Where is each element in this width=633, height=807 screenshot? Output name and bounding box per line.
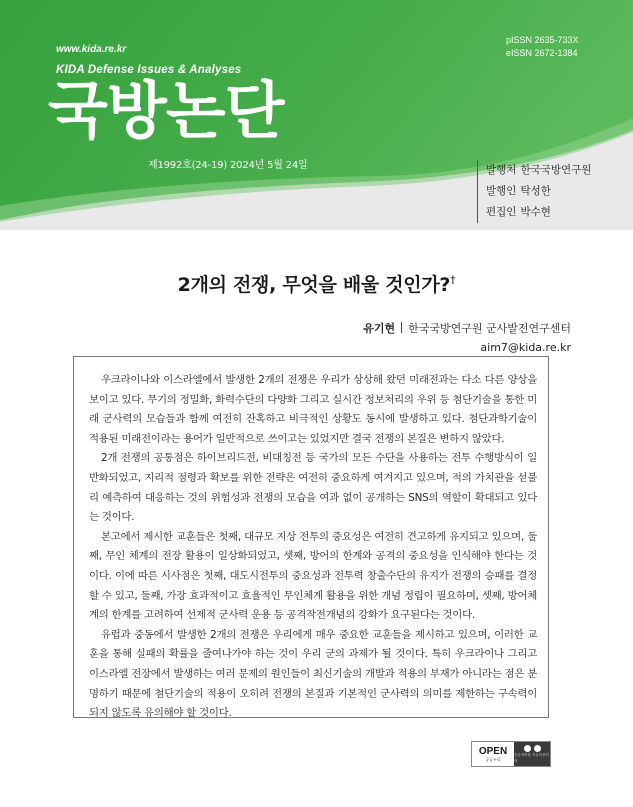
author-separator: [401, 322, 402, 333]
issuer-row: [486, 181, 591, 202]
open-license-label: [472, 742, 514, 766]
pissn: pISSN 2635-733X: [506, 35, 579, 45]
site-url: www.kida.re.kr: [56, 44, 127, 55]
article-title-text: 2개의 전쟁, 무엇을 배울 것인가?: [177, 274, 451, 296]
license-subtext: 공공저작물 자유이용허락: [514, 752, 549, 763]
abstract-paragraph-1: 우크라이나와 이스라엘에서 발생한 2개의 전쟁은 우리가 상상해 왔던 미래전과는 다소 다른 양상을 보이고 있다. 무기의 정밀화, 화력수단의 다양화 그리고 실시간 정보처리의 우위 등 첨단기술을 통한 미래 군사력의 모습들과 함께 여전히 잔혹하고 비극적인 상황도 동시에 발생하고 있다. 첨단과학기술이 적용된 미래전이라는 용어가 일반적으로 쓰이고는 있었지만 결국 전쟁의 본질은 변하지 않았다.: [89, 374, 537, 445]
editor-row: [486, 202, 591, 223]
editor-label: 편집인: [486, 206, 517, 218]
eissn: eISSN 2672-1384: [506, 48, 578, 58]
article-title: [0, 270, 633, 297]
abstract-paragraph-2: 2개 전쟁의 공통점은 하이브리드전, 비대칭전 등 국가의 모든 수단을 사용하는 전투 수행방식이 일반화되었고, 지리적 점령과 확보를 위한 전략은 여전히 중요하게 여겨지고 있으며, 적의 가치관을 섣불리 예측하여 대응하는 것의 위험성과 전쟁의 모습을 여과 없이 공개하는 SNS의 역할이 확대되고 있다는 것이다.: [89, 452, 537, 524]
author-name: 유기현: [363, 322, 396, 335]
noncommercial-icon: [534, 745, 541, 752]
header-banner: [0, 0, 633, 230]
abstract-box: [73, 356, 549, 718]
attribution-icon: [524, 745, 531, 752]
publisher-row: [486, 160, 591, 181]
author-email: aim7@kida.re.kr: [480, 341, 571, 354]
abstract-paragraph-3: 본고에서 제시한 교훈들은 첫째, 대규모 지상 전투의 중요성은 여전히 견고하게 유지되고 있으며, 둘째, 무인 체계의 전장 활용이 일상화되었고, 셋째, 방어의 한계와 공격의 중요성을 인식해야 한다는 것이다. 이에 따른 시사점은 첫째, 대도시전투의 중요성과 전투력 창출수단의 유지가 전쟁의 승패를 결정할 수 있고, 둘째, 가장 효과적이고 효율적인 무인체계 활용을 위한 개념 정립이 필요하며, 셋째, 방어체계의 한계를 고려하여 선제적 군사력 운용 등 공격작전개념의 강화가 요구된다는 것이다.: [89, 530, 537, 622]
series-title-en: KIDA Defense Issues & Analyses: [56, 64, 242, 76]
open-subtext: 공공누리: [485, 756, 501, 762]
open-text: OPEN: [478, 745, 508, 757]
license-conditions: [514, 742, 550, 766]
issn-block: [506, 34, 579, 60]
author-affiliation: 한국국방연구원 군사발전연구센터: [408, 322, 571, 335]
publication-info: [477, 160, 591, 223]
publisher-value: 한국국방연구원: [520, 164, 592, 176]
issuer-value: 탁성한: [520, 185, 551, 197]
editor-value: 박수현: [520, 206, 551, 218]
open-license-badge: [471, 741, 551, 767]
publisher-label: 발행처: [486, 164, 517, 176]
author-block: [363, 319, 571, 357]
title-footnote-mark: †: [450, 273, 456, 287]
author-line: [363, 319, 571, 338]
issuer-label: 발행인: [486, 185, 517, 197]
abstract-paragraph-4: 유럽과 중동에서 발생한 2개의 전쟁은 우리에게 매우 중요한 교훈들을 제시하고 있으며, 이러한 교훈을 통해 실패의 확률을 줄여나가야 하는 것이 우리 군의 과제가 될 것이다. 특히 우크라이나 그리고 이스라엘 전장에서 발생하는 여러 문제의 원인들이 최신기술의 개발과 적용의 부재가 아니라는 점은 분명하기 때문에 첨단기술의 적용이 오히려 전쟁의 본질과 기본적인 군사력의 의미를 제한하는 구속력이 되지 않도록 유의해야 할 것이다.: [89, 628, 537, 720]
issue-date: 제1992호(24-19) 2024년 5월 24일: [148, 160, 308, 171]
series-title-kr: 국방논단: [48, 74, 284, 147]
